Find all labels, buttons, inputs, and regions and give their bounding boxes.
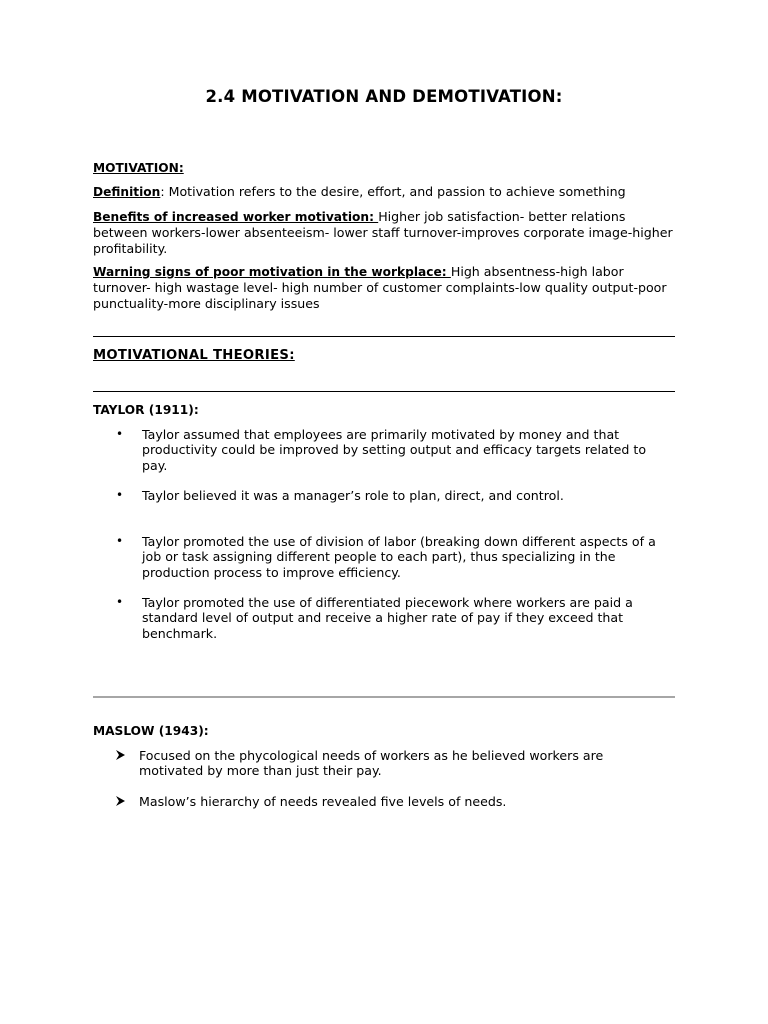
maslow-heading	[93, 723, 675, 739]
motivation-heading	[93, 160, 675, 176]
benefits-paragraph	[93, 209, 675, 256]
document-page	[93, 0, 675, 1024]
arrow-bullet-icon	[115, 794, 129, 809]
list-item-text: Taylor promoted the use of differentiated piecework where workers are paid a standard level of output and receive a higher rate of pay if they exceed that benchmark.	[142, 595, 633, 641]
bullet-icon: •	[116, 595, 124, 609]
bullet-icon: •	[116, 427, 124, 441]
divider-top	[93, 336, 675, 337]
maslow-heading-text: MASLOW (1943):	[93, 724, 209, 738]
list-item-text: Taylor promoted the use of division of labor (breaking down different aspects of a job or task assigning different people to each part), thus specializing in the production process to improve efficiency.	[142, 534, 656, 580]
page-title: 2.4 MOTIVATION AND DEMOTIVATION:	[205, 87, 563, 106]
theories-heading-text: MOTIVATIONAL THEORIES:	[93, 348, 295, 363]
bullet-icon: •	[116, 534, 124, 548]
definition-label: Definition	[93, 185, 161, 199]
taylor-heading	[93, 402, 675, 418]
bullet-icon: •	[116, 488, 124, 502]
divider-grey	[93, 696, 675, 698]
motivation-heading-text: MOTIVATION:	[93, 161, 184, 175]
definition-paragraph	[93, 184, 675, 200]
warning-paragraph	[93, 264, 675, 311]
definition-text: : Motivation refers to the desire, effort, and passion to achieve something	[160, 184, 626, 199]
list-item-text: Focused on the phycological needs of workers as he believed workers are motivated by more than just their pay.	[139, 748, 604, 779]
arrow-bullet-icon	[115, 748, 129, 763]
list-item-text: Taylor assumed that employees are primarily motivated by money and that productivity could be improved by setting output and efficacy targets related to pay.	[142, 427, 647, 473]
theories-heading	[93, 347, 675, 363]
warning-text: High absentness-high labor turnover- high wastage level- high number of customer complaints-low quality output-poor punctuality-more disciplinary issues	[93, 264, 667, 311]
warning-label: Warning signs of poor motivation in the workplace:	[93, 265, 451, 279]
taylor-heading-text: TAYLOR (1911):	[93, 403, 199, 417]
divider-theories	[93, 391, 675, 392]
benefits-text: Higher job satisfaction- better relations between workers-lower absenteeism- lower staff turnover-improves corporate image-higher profitability.	[93, 209, 673, 256]
list-item-text: Taylor believed it was a manager’s role to plan, direct, and control.	[142, 488, 564, 503]
list-item-text: Maslow’s hierarchy of needs revealed five levels of needs.	[139, 794, 507, 809]
benefits-label: Benefits of increased worker motivation:	[93, 210, 379, 224]
